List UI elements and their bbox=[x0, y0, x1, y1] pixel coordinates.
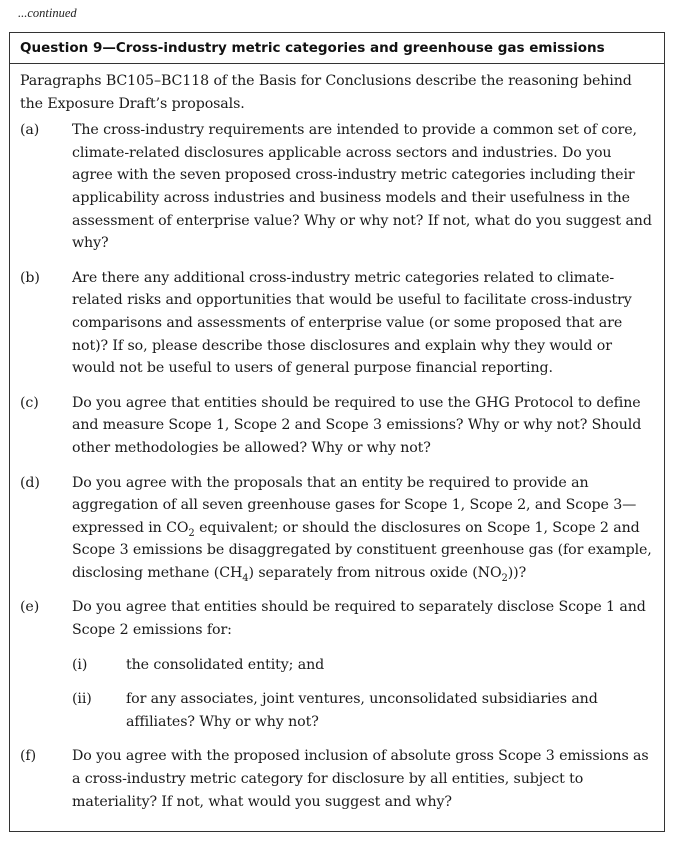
item-label: (b) bbox=[20, 269, 40, 286]
item-text: Do you agree that entities should be required to separately disclose Scope 1 and Scope 2 emissions for: bbox=[72, 599, 646, 639]
question-item-c bbox=[20, 392, 654, 460]
item-text: The cross-industry requirements are intended to provide a common set of core, climate-related disclosures applicable across sectors and industries. Do you agree with the seven proposed cross-industry metric categories including their applicability across industries and business models and their usefulness in the assessment of enterprise value? Why or why not? If not, what do you suggest and why? bbox=[72, 122, 652, 252]
sub-item-text: for any associates, joint ventures, unconsolidated subsidiaries and affiliates? Why or why not? bbox=[126, 691, 598, 730]
question-body bbox=[10, 64, 664, 813]
item-text: Do you agree that entities should be required to use the GHG Protocol to define and measure Scope 1, Scope 2 and Scope 3 emissions? Why or why not? Should other methodologies be allowed? Why or why not? bbox=[72, 394, 642, 456]
question-title: Question 9—Cross-industry metric categories and greenhouse gas emissions bbox=[10, 33, 664, 64]
sub-item-label: (i) bbox=[72, 656, 88, 673]
question-item-b bbox=[20, 267, 654, 380]
sub-item-text: the consolidated entity; and bbox=[126, 656, 325, 673]
item-text bbox=[72, 472, 654, 585]
item-label: (d) bbox=[20, 474, 40, 491]
subscript: 2 bbox=[188, 527, 195, 539]
continued-label: ...continued bbox=[18, 6, 77, 20]
item-text: Are there any additional cross-industry metric categories related to climate-related risks and opportunities that would be useful to facilitate cross-industry comparisons and assessments of enterprise value (or some proposed that are not)? If so, please describe those disclosures and explain why they would or would not be useful to users of general purpose financial reporting. bbox=[72, 269, 632, 377]
item-label: (a) bbox=[20, 122, 40, 139]
item-text-part: ) separately from nitrous oxide (NO bbox=[248, 564, 502, 581]
item-text-part: ))? bbox=[507, 564, 527, 581]
sub-item-ii bbox=[72, 688, 654, 733]
question-item-e bbox=[20, 596, 654, 733]
subscript: 2 bbox=[501, 572, 508, 584]
sub-item-label: (ii) bbox=[72, 691, 92, 708]
item-text-part: Do you agree with the proposals that an entity be required to provide an aggregation of all seven greenhouse gases for Scope 1, Scope 2, and Scope 3—expressed in CO bbox=[72, 474, 637, 536]
question-item-d bbox=[20, 472, 654, 585]
item-text-part: equivalent; or should the disclosures on Scope 1, Scope 2 and Scope 3 emissions be disaggregated by constituent greenhouse gas (for example, disclosing methane (CH bbox=[72, 519, 652, 581]
subscript: 4 bbox=[242, 572, 249, 584]
item-text: Do you agree with the proposed inclusion of absolute gross Scope 3 emissions as a cross-industry metric category for disclosure by all entities, subject to materiality? If not, what would you suggest and why? bbox=[72, 748, 649, 810]
question-item-f bbox=[20, 745, 654, 813]
question-intro: Paragraphs BC105–BC118 of the Basis for Conclusions describe the reasoning behind the Exposure Draft’s proposals. bbox=[20, 73, 632, 112]
item-label: (c) bbox=[20, 394, 39, 411]
question-item-a bbox=[20, 119, 654, 255]
item-label: (f) bbox=[20, 748, 37, 765]
sub-item-i bbox=[72, 654, 654, 677]
question-box bbox=[9, 32, 665, 832]
item-label: (e) bbox=[20, 599, 40, 616]
